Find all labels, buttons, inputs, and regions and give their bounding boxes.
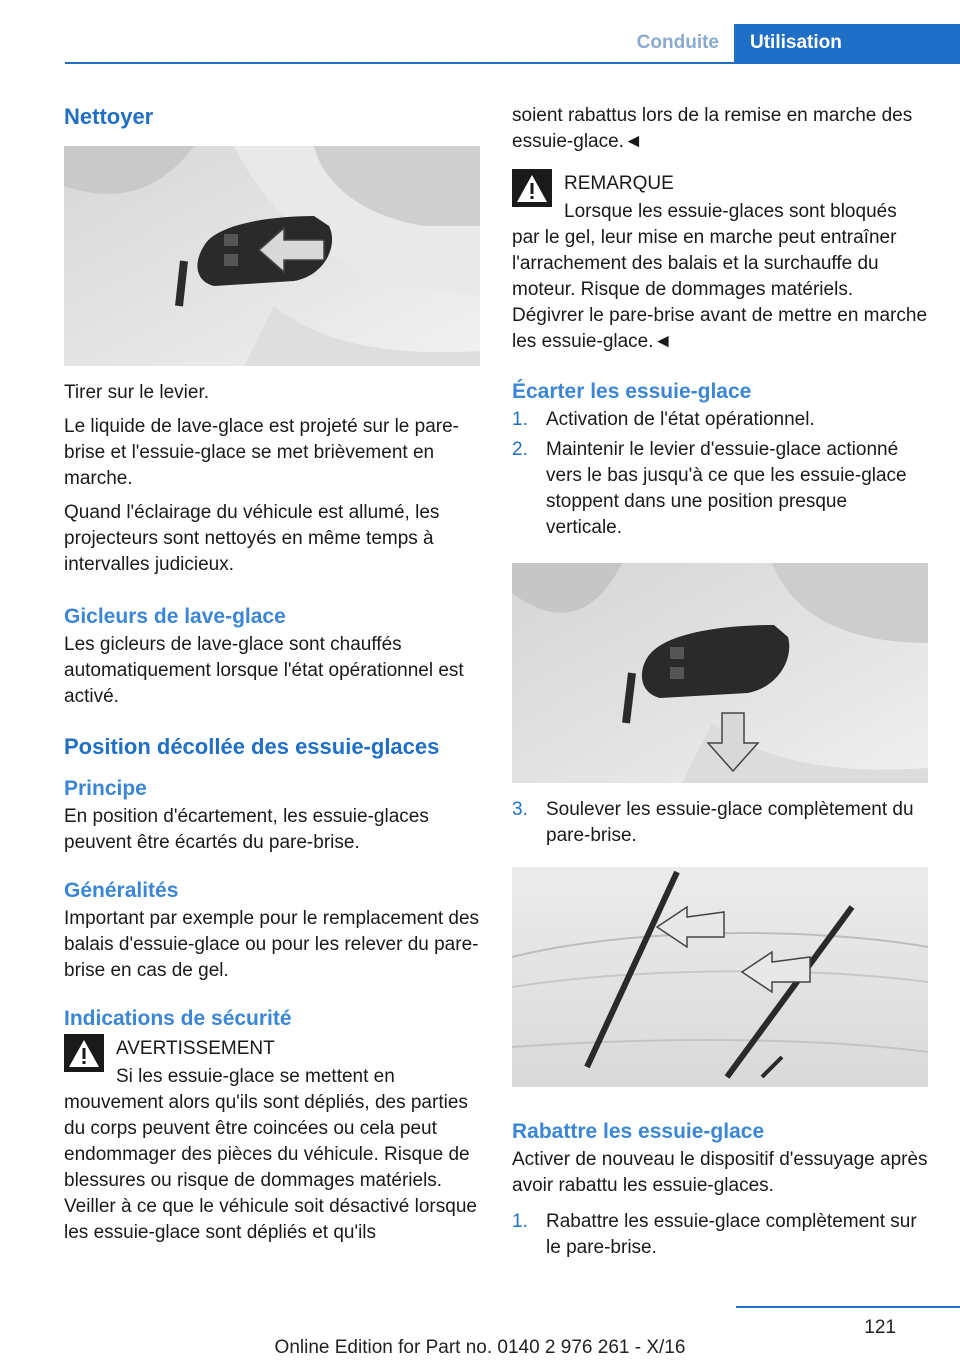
list-item: 2. Maintenir le levier d'essuie-glace actionné vers le bas jusqu'à ce que les essuie-glace stoppent dans une position presque verticale. bbox=[512, 439, 907, 538]
subsection-title-rabattre: Rabattre les essuie-glace bbox=[512, 1120, 765, 1143]
header-rule bbox=[65, 62, 960, 64]
left-column bbox=[64, 100, 480, 1246]
remarque-block bbox=[512, 169, 928, 355]
paragraph: Quand l'éclairage du véhicule est allumé, les projecteurs sont nettoyés en même temps à intervalles judicieux. bbox=[64, 502, 440, 575]
remarque-text: Lorsque les essuie-glaces sont bloqués par le gel, leur mise en marche peut entraîner l'arrachement des balais et la surchauffe du moteur. Risque de dommages matériels. Dégivrer le pare-brise avant de mettre en marche les essuie-glace.◄ bbox=[512, 201, 928, 352]
footer-rule bbox=[736, 1306, 960, 1308]
warning-icon bbox=[512, 169, 552, 207]
subsection-title-principe: Principe bbox=[64, 777, 147, 800]
subsection-title-generalites: Généralités bbox=[64, 879, 179, 902]
subsection-title-securite: Indications de sécurité bbox=[64, 1007, 292, 1030]
tab-conduite[interactable]: Conduite bbox=[636, 32, 719, 53]
paragraph: Important par exemple pour le remplacement des balais d'essuie-glace ou pour les relever du pare-brise en cas de gel. bbox=[64, 908, 480, 981]
warning-icon bbox=[64, 1034, 104, 1072]
section-title-nettoyer: Nettoyer bbox=[64, 104, 154, 129]
remarque-label: REMARQUE bbox=[564, 173, 674, 194]
steps-list bbox=[512, 1209, 928, 1261]
page-header bbox=[0, 0, 960, 64]
section-title-gicleurs: Gicleurs de lave-glace bbox=[64, 605, 286, 628]
paragraph: Activer de nouveau le dispositif d'essuyage après avoir rabattu les essuie-glaces. bbox=[512, 1149, 928, 1196]
list-item: 3. Soulever les essuie-glace complètement du pare-brise. bbox=[512, 799, 914, 846]
subsection-title-ecarter: Écarter les essuie-glace bbox=[512, 380, 752, 403]
steps-list bbox=[512, 407, 928, 541]
warning-block bbox=[64, 1034, 480, 1246]
paragraph: Tirer sur le levier. bbox=[64, 382, 209, 403]
paragraph: En position d'écartement, les essuie-glaces peuvent être écartés du pare-brise. bbox=[64, 806, 429, 853]
page-number: 121 bbox=[864, 1317, 896, 1338]
section-title-position: Position décollée des essuie-glaces bbox=[64, 734, 440, 759]
right-column bbox=[512, 100, 928, 1265]
figure-wiper-lever-pull bbox=[64, 146, 480, 366]
warning-label: AVERTISSEMENT bbox=[116, 1038, 275, 1059]
edition-note: Online Edition for Part no. 0140 2 976 261 - X/16 bbox=[274, 1337, 686, 1358]
figure-wiper-lever-down bbox=[512, 563, 928, 783]
tab-utilisation[interactable]: Utilisation bbox=[734, 24, 960, 62]
paragraph: Les gicleurs de lave-glace sont chauffés automatiquement lorsque l'état opérationnel est activé. bbox=[64, 634, 464, 707]
list-item: 1. Activation de l'état opérationnel. bbox=[512, 409, 815, 430]
list-item: 1. Rabattre les essuie-glace complètement sur le pare-brise. bbox=[512, 1211, 917, 1258]
paragraph: soient rabattus lors de la remise en marche des essuie-glace.◄ bbox=[512, 105, 913, 152]
paragraph: Le liquide de lave-glace est projeté sur le pare-brise et l'essuie-glace se met brièvement en marche. bbox=[64, 416, 460, 489]
warning-text: Si les essuie-glace se mettent en mouvement alors qu'ils sont dépliés, des parties du corps peuvent être coincées ou cela peut endommager des pièces du véhicule. Risque de blessures ou risque de dommages matériels. Veiller à ce que le véhicule soit désactivé lorsque les essuie-glace sont dépliés et qu'ils bbox=[64, 1066, 477, 1243]
figure-wipers-lifted bbox=[512, 867, 928, 1087]
steps-list bbox=[512, 797, 928, 849]
